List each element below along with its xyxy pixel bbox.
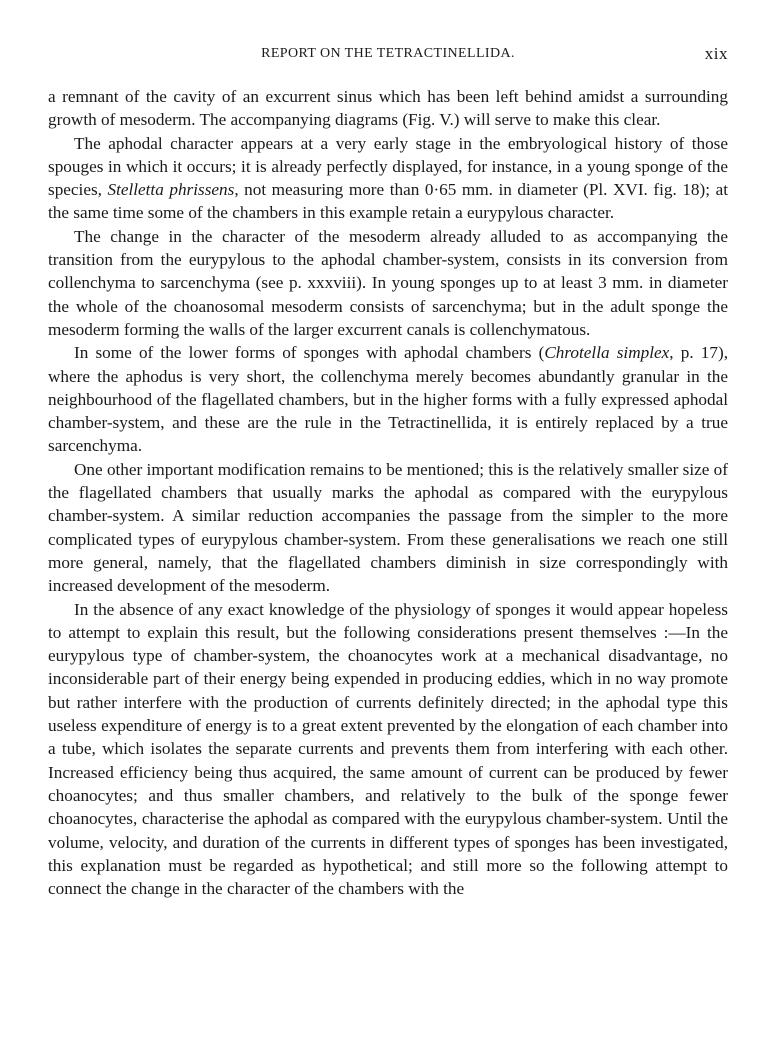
paragraph-2 bbox=[48, 132, 728, 225]
paragraph-text: One other important modification remains to be mentioned; this is the relatively smaller size of the flagellated chambers that usually marks the aphodal as compared with the eurypylous chamber-system. A similar reduction accompanies the passage from the simpler to the more complicated types of eurypylous chamber-system. From these generalisations we reach one still more general, namely, that the flagellated chambers diminish in size correspondingly with increased development of the mesoderm. bbox=[48, 459, 728, 596]
paragraph-text: The change in the character of the mesoderm already alluded to as accompanying the transition from the eurypylous to the aphodal chamber-system, consists in its conversion from collenchyma to sarcenchyma (see p. xxxviii). In young sponges up to at least 3 mm. in diameter the whole of the choanosomal mesoderm consists of sarcenchyma; but in the adult sponge the mesoderm forming the walls of the larger excurrent canals is collenchymatous. bbox=[48, 226, 728, 339]
running-head-title: REPORT ON THE TETRACTINELLIDA. bbox=[261, 46, 515, 61]
paragraph-5 bbox=[48, 458, 728, 598]
paragraph-6 bbox=[48, 598, 728, 901]
paragraph-1 bbox=[48, 85, 728, 132]
species-name: Stelletta phrissens bbox=[107, 180, 235, 200]
paragraph-text: The aphodal character appears at a very early stage in the embryological history of those spouges in which it occurs; it is already perfectly displayed, for instance, in a young sponge of the species, bbox=[48, 133, 728, 200]
body-text bbox=[48, 85, 728, 900]
paragraph-text: In some of the lower forms of sponges with aphodal chambers ( bbox=[74, 343, 545, 363]
paragraph-text: , not measuring more than 0·65 mm. in diameter (Pl. XVI. fig. 18); at the same time some of the chambers in this example retain a eurypylous character. bbox=[48, 180, 728, 223]
paragraph-text: a remnant of the cavity of an excurrent sinus which has been left behind amidst a surrounding growth of mesoderm. The accompanying diagrams (Fig. V.) will serve to make this clear. bbox=[48, 87, 728, 130]
paragraph-3 bbox=[48, 225, 728, 341]
paragraph-text: , p. 17), where the aphodus is very short, the collenchyma merely becomes abundantly granular in the neighbourhood of the flagellated chambers, but in the higher forms with a fully expressed aphodal chamber-system, and these are the rule in the Tetractinellida, it is entirely replaced by a true sarcenchyma. bbox=[48, 343, 728, 456]
page-number: xix bbox=[704, 44, 728, 63]
paragraph-text: In the absence of any exact knowledge of the physiology of sponges it would appear hopeless to attempt to explain this result, but the following considerations present themselves :—In the eurypylous type of chamber-system, the choanocytes work at a mechanical disadvantage, no inconsiderable part of their energy being expended in producing eddies, which in no way promote but rather interfere with the production of currents definitely directed; in the aphodal type this useless expenditure of energy is to a great extent prevented by the elongation of each chamber into a tube, which isolates the separate currents and prevents them from interfering with each other. Increased efficiency being thus acquired, the same amount of current can be produced by fewer choanocytes; and thus smaller chambers, and relatively to the bulk of the sponge fewer choanocytes, characterise the aphodal as compared with the eurypylous chamber-system. Until the volume, velocity, and duration of the currents in different types of sponges has been investigated, this explanation must be regarded as hypothetical; and still more so the following attempt to connect the change in the character of the chambers with the bbox=[48, 599, 728, 899]
species-name: Chrotella simplex bbox=[544, 343, 670, 363]
paragraph-4 bbox=[48, 341, 728, 457]
running-head bbox=[48, 44, 728, 66]
